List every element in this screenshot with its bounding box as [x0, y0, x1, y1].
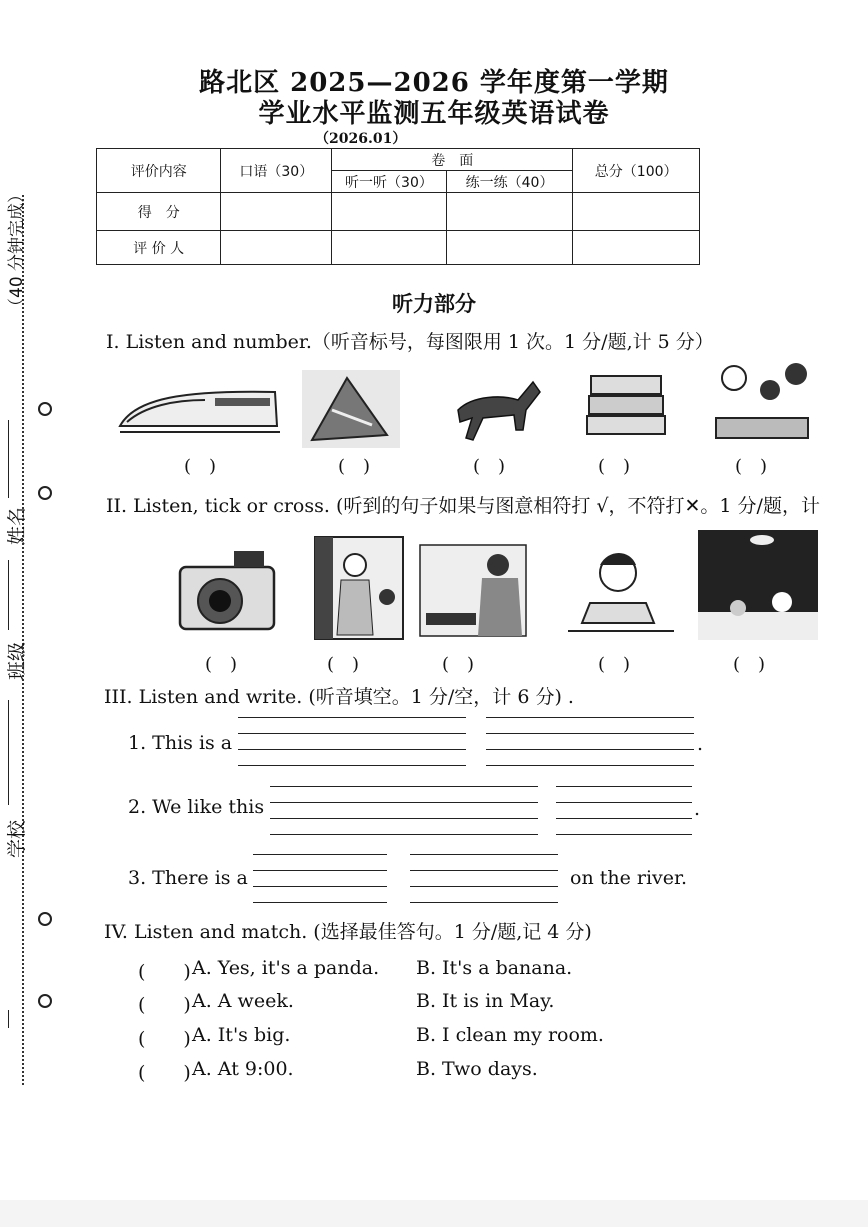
q3-prefix: 3. There is a [128, 867, 248, 889]
q1-suffix: . [697, 733, 704, 755]
name-label: 姓名 [6, 506, 28, 545]
row-score-label: 得 分 [97, 193, 221, 231]
name-blank[interactable] [8, 420, 9, 498]
page-bottom-edge [0, 1200, 868, 1227]
score-cell[interactable] [573, 193, 700, 231]
row-evaluator-label: 评 价 人 [97, 231, 221, 265]
q1-prefix: 1. This is a [128, 732, 233, 754]
match-bracket[interactable]: ( ) [138, 994, 191, 1016]
grandma-door-picture [313, 535, 405, 641]
clothes-picture [585, 368, 667, 440]
match-option-b: B. It is in May. [416, 990, 555, 1012]
family-picture [712, 358, 812, 444]
answer-bracket[interactable]: ( ) [442, 654, 475, 675]
q2-prefix: 2. We like this [128, 796, 265, 818]
header-listen: 听一听（30） [332, 171, 447, 193]
match-option-b: B. Two days. [416, 1058, 538, 1080]
cooking-picture [418, 543, 528, 638]
score-cell[interactable] [221, 193, 332, 231]
section-title: 听力部分 [392, 292, 476, 316]
match-option-a: A. At 9:00. [192, 1058, 294, 1080]
camera-picture [176, 545, 278, 637]
score-cell[interactable] [332, 193, 447, 231]
boy-writing-picture [568, 543, 674, 641]
evaluator-cell[interactable] [221, 231, 332, 265]
q3-suffix: on the river. [570, 867, 688, 889]
answer-bracket[interactable]: ( ) [735, 456, 768, 477]
id-blank[interactable] [8, 1010, 9, 1028]
header-paper: 卷 面 [332, 149, 573, 171]
part2-heading: II. Listen, tick or cross. (听到的句子如果与图意相符打 √，不符打✕。1 分/题，计 [106, 495, 820, 517]
part3-heading: III. Listen and write. (听音填空。1 分/空，计 6 分) . [104, 686, 574, 708]
answer-bracket[interactable]: ( ) [205, 654, 238, 675]
class-label: 班级 [6, 641, 28, 680]
time-note: （40 分钟完成） [7, 185, 27, 315]
score-table [96, 148, 700, 265]
exam-date: （2026.01） [315, 131, 407, 147]
answer-bracket[interactable]: ( ) [473, 456, 506, 477]
train-picture [115, 378, 285, 440]
header-oral: 口语（30） [221, 149, 332, 193]
school-blank[interactable] [8, 700, 9, 805]
match-bracket[interactable]: ( ) [138, 1028, 191, 1050]
answer-bracket[interactable]: ( ) [598, 456, 631, 477]
part1-heading: I. Listen and number.（听音标号，每图限用 1 次。1 分/题,计 5 分） [106, 331, 714, 353]
header-content: 评价内容 [97, 149, 221, 193]
match-option-b: B. I clean my room. [416, 1024, 604, 1046]
binding-hole [38, 486, 52, 500]
exam-title-line1: 路北区 2025—2026 学年度第一学期 [199, 68, 669, 98]
answer-bracket[interactable]: ( ) [338, 456, 371, 477]
zongzi-picture [302, 370, 400, 448]
answer-bracket[interactable]: ( ) [327, 654, 360, 675]
header-total: 总分（100） [573, 149, 700, 193]
match-bracket[interactable]: ( ) [138, 1062, 191, 1084]
header-practice: 练一练（40） [446, 171, 573, 193]
exam-title-line2: 学业水平监测五年级英语试卷 [258, 99, 610, 129]
match-option-a: A. A week. [192, 990, 294, 1012]
class-blank[interactable] [8, 560, 9, 630]
evaluator-cell[interactable] [332, 231, 447, 265]
binding-dotted-line [22, 195, 24, 1085]
match-option-a: A. Yes, it's a panda. [192, 957, 380, 979]
match-option-b: B. It's a banana. [416, 957, 573, 979]
evaluator-cell[interactable] [573, 231, 700, 265]
part4-heading: IV. Listen and match. (选择最佳答句。1 分/题,记 4 分) [104, 921, 592, 943]
answer-bracket[interactable]: ( ) [733, 654, 766, 675]
match-option-a: A. It's big. [192, 1024, 291, 1046]
binding-hole [38, 912, 52, 926]
night-dinner-picture [698, 530, 818, 640]
binding-hole [38, 402, 52, 416]
answer-bracket[interactable]: ( ) [184, 456, 217, 477]
match-bracket[interactable]: ( ) [138, 961, 191, 983]
q2-suffix: . [694, 798, 701, 820]
school-label: 学校 [6, 819, 28, 858]
binding-hole [38, 994, 52, 1008]
horse-picture [448, 370, 548, 446]
answer-bracket[interactable]: ( ) [598, 654, 631, 675]
evaluator-cell[interactable] [446, 231, 573, 265]
score-cell[interactable] [446, 193, 573, 231]
